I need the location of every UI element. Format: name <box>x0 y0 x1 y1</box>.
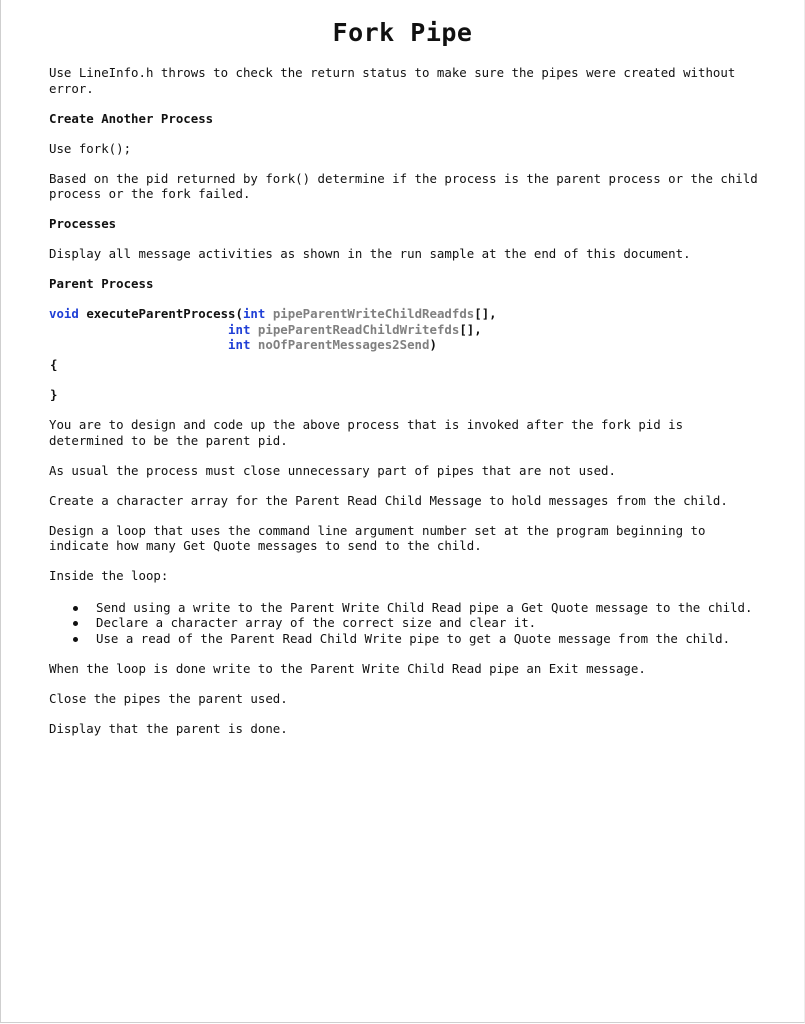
loop-steps-list <box>49 600 761 647</box>
param-suffix-3: ) <box>429 337 437 352</box>
loop-done-paragraph: When the loop is done write to the Parent Write Child Read pipe an Exit message. <box>49 660 646 676</box>
processes-heading: Processes <box>49 216 117 231</box>
param-suffix-1: [], <box>474 306 497 321</box>
page-title: Fork Pipe <box>332 18 473 47</box>
parent-process-heading: Parent Process <box>49 276 154 291</box>
create-array-paragraph: Create a character array for the Parent Read Child Message to hold messages from the child. <box>49 492 728 508</box>
param-type-1: int <box>242 306 266 321</box>
close-unused-pipes-paragraph: As usual the process must close unnecessary part of pipes that are not used. <box>49 462 616 478</box>
inside-loop-paragraph: Inside the loop: <box>49 568 169 583</box>
close-brace: } <box>50 386 58 402</box>
document-body <box>49 65 761 751</box>
param-type-2: int <box>228 321 251 337</box>
display-done-paragraph: Display that the parent is done. <box>49 720 288 736</box>
intro-paragraph: Use LineInfo.h throws to check the return status to make sure the pipes were created without error. <box>49 65 736 96</box>
function-name: executeParentProcess( <box>86 306 243 321</box>
param-suffix-2: [], <box>459 321 482 337</box>
design-code-paragraph: You are to design and code up the above process that is invoked after the fork pid is determined to be the parent pid. <box>49 417 684 448</box>
open-brace: { <box>50 356 58 372</box>
param-name-3: noOfParentMessages2Send <box>257 337 430 352</box>
based-on-pid-paragraph: Based on the pid returned by fork() determine if the process is the parent process or the child process or the fork failed. <box>49 170 758 201</box>
display-activities-paragraph: Display all message activities as shown in the run sample at the end of this document. <box>49 246 691 261</box>
use-fork-paragraph: Use fork(); <box>49 140 132 156</box>
create-process-heading: Create Another Process <box>49 110 214 126</box>
return-type-keyword: void <box>49 306 79 321</box>
list-item: Declare a character array of the correct size and clear it. <box>49 615 761 631</box>
close-pipes-paragraph: Close the pipes the parent used. <box>49 690 288 706</box>
code-indent-2 <box>49 322 228 337</box>
param-name-2: pipeParentReadChildWritefds <box>257 321 460 337</box>
param-type-3: int <box>228 337 251 352</box>
param-name-1: pipeParentWriteChildReadfds <box>272 306 475 321</box>
code-indent-3 <box>49 337 228 352</box>
list-item: Send using a write to the Parent Write Child Read pipe a Get Quote message to the child. <box>49 600 761 616</box>
function-signature <box>49 306 761 353</box>
design-loop-paragraph: Design a loop that uses the command line argument number set at the program beginning to indicate how many Get Quote messages to send to the child. <box>49 522 706 553</box>
list-item: Use a read of the Parent Read Child Write pipe to get a Quote message from the child. <box>49 631 761 647</box>
